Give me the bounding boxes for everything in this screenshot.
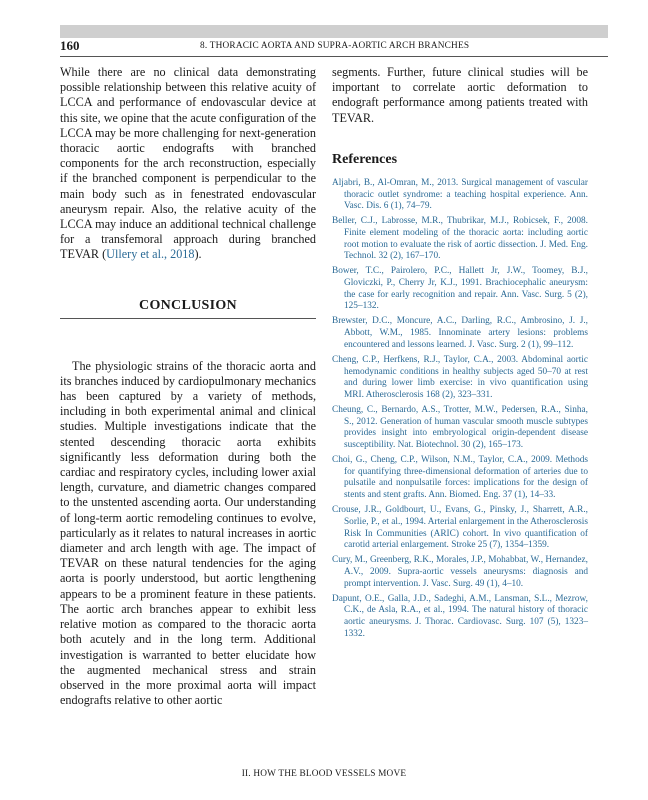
intro-tail: ).	[194, 247, 202, 262]
conclusion-rule	[60, 318, 316, 319]
running-head: 8. THORACIC AORTA AND SUPRA-AORTIC ARCH BRANCHES	[200, 41, 470, 51]
reference-item[interactable]: Cheung, C., Bernardo, A.S., Trotter, M.W., Pedersen, R.A., Sinha, S., 2012. Generation of human vascular smooth muscle subtypes provides insight into embryological origin-dependent disease susceptibility. Nat. Biotechnol. 30 (2), 165–173.	[332, 404, 588, 451]
conclusion-heading: CONCLUSION	[139, 297, 237, 313]
reference-item[interactable]: Bower, T.C., Pairolero, P.C., Hallett Jr, J.W., Toomey, B.J., Gloviczki, P., Cherry Jr, K.J., 1991. Brachiocephalic aneurysm: the case for early recognition and repair. Ann. Vasc. Surg. 5 (2), 125–132.	[332, 266, 588, 312]
reference-item[interactable]: Cheng, C.P., Herfkens, R.J., Taylor, C.A., 2003. Abdominal aortic hemodynamic conditions in healthy subjects aged 50–70 at rest and during lower limb exercise: in vivo quantification using MRI. Atherosclerosis 168 (2), 323–331.	[332, 354, 588, 400]
reference-item[interactable]: Beller, C.J., Labrosse, M.R., Thubrikar, M.J., Robicsek, F., 2008. Finite element modeling of the thoracic aorta: including aortic root motion to evaluate the risk of aortic dissection. J. Med. Eng. Technol. 32 (2), 167–170.	[332, 216, 588, 262]
reference-item[interactable]: Choi, G., Cheng, C.P., Wilson, N.M., Taylor, C.A., 2009. Methods for quantifying three-dimensional deformation of arteries due to pulsatile and nonpulsatile forces: implications for the design of stents and stent grafts. Ann. Biomed. Eng. 37 (1), 14–33.	[332, 455, 588, 501]
header-rule	[60, 56, 608, 57]
intro-paragraph	[60, 65, 316, 263]
page-footer: II. HOW THE BLOOD VESSELS MOVE	[241, 769, 407, 779]
reference-item[interactable]: Crouse, J.R., Goldbourt, U., Evans, G., Pinsky, J., Sharrett, A.R., Sorlie, P., et al., 1994. Arterial enlargement in the Atherosclerosis Risk In Communities (ARIC) cohort. In vivo quantification of carotid arterial enlargement. Stroke 25 (7), 1354–1359.	[332, 505, 588, 551]
right-column	[332, 65, 588, 644]
reference-item[interactable]: Dapunt, O.E., Galla, J.D., Sadeghi, A.M., Lansman, S.L., Mezrow, C.K., de Asla, R.A., et al., 1994. The natural history of thoracic aortic aneurysms. J. Thorac. Cardiovasc. Surg. 107 (5), 1323–1332.	[332, 593, 588, 639]
reference-item[interactable]: Cury, M., Greenberg, R.K., Morales, J.P., Mohabbat, W., Hernandez, A.V., 2009. Supra-aortic vessels aneurysms: diagnosis and prompt intervention. J. Vasc. Surg. 49 (1), 4–10.	[332, 555, 588, 589]
intro-text: While there are no clinical data demonstrating possible relationship between this relative acuity of LCCA and performance of endovascular device at this site, we opine that the acute configuration of the LCCA may be more challenging for next-generation thoracic aortic endografts with branched components for the arch reconstruction, especially if the branched component is perpendicular to the main body such as in fenestrated endovascular aneurysm repair. Also, the relative acuity of the LCCA may induce an additional technical challenge for a transfemoral approach during branched TEVAR (	[60, 65, 316, 262]
reference-item[interactable]: Aljabri, B., Al-Omran, M., 2013. Surgical management of vascular thoracic outlet syndrome: a teaching hospital experience. Ann. Vasc. Dis. 6 (1), 74–79.	[332, 177, 588, 212]
references-heading: References	[332, 151, 398, 167]
citation-link[interactable]: Ullery et al., 2018	[106, 247, 195, 262]
left-column	[60, 65, 316, 708]
reference-item[interactable]: Brewster, D.C., Moncure, A.C., Darling, R.C., Ambrosino, J. J., Abbott, W.M., 1985. Innominate artery lesions: problems encountered and lessons learned. J. Vasc. Surg. 2 (1), 99–112.	[332, 316, 588, 350]
conclusion-paragraph: The physiologic strains of the thoracic aorta and its branches induced by cardiopulmonary mechanics has been captured by a variety of methods, including in both experimental animal and clinical studies. Multiple investigations indicate that the stented descending thoracic aorta exhibits significantly less deformation during both the cardiac and respiratory cycles, including lower axial length, curvature, and diametric changes compared to the unstented ascending aorta. Our understanding of long-term aortic remodeling continues to evolve, particularly as it relates to natural increases in aortic diameter and arch length with age. The impact of TEVAR on these natural tendencies for the aging aorta is poorly understood, but aortic lengthening appears to be a prominent feature in these patients. The aortic arch branches appear to exhibit less relative motion as compared to the thoracic aorta both acutely and in the long term. Additional investigation is warranted to better elucidate how the augmented mechanical stress and strain observed in the more proximal aorta will impact endografts relative to other aortic	[60, 358, 316, 708]
header-tab-bar	[60, 25, 608, 38]
page-number: 160	[60, 38, 80, 53]
references-list	[332, 178, 588, 641]
continuation-paragraph: segments. Further, future clinical studies will be important to correlate aortic deformation to endograft performance among patients treated with TEVAR.	[332, 65, 588, 125]
